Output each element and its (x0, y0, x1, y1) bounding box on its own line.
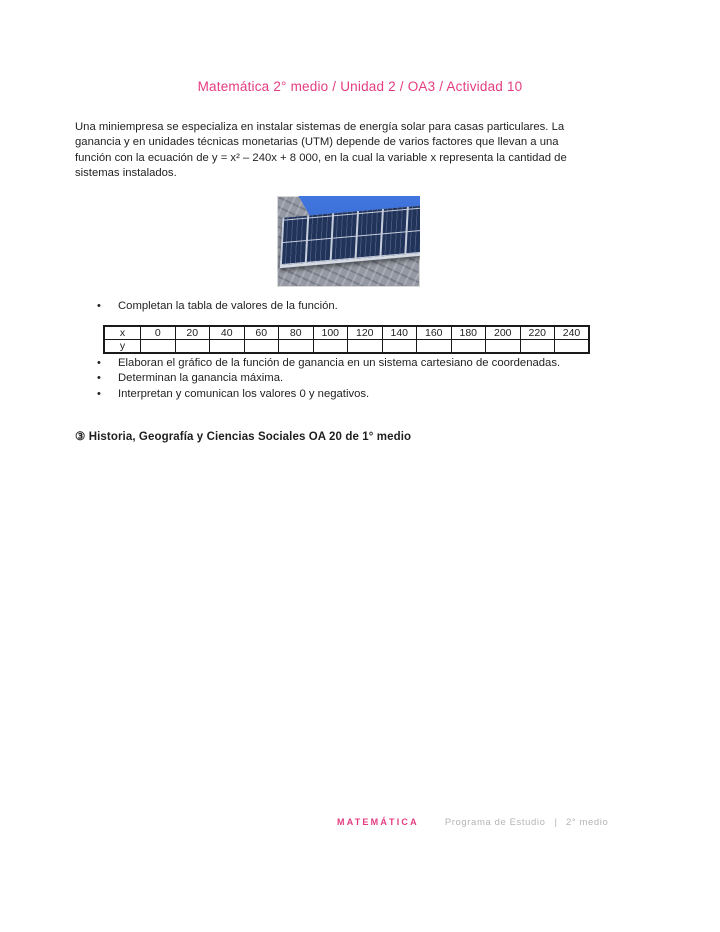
bullet-text: Determinan la ganancia máxima. (118, 372, 284, 385)
intro-line: ganancia y en unidades técnicas monetarias (UTM) depende de varios factores que llevan a una (75, 136, 559, 149)
values-table (103, 325, 590, 354)
table-variable-cell: y (104, 340, 141, 354)
table-value-cell: 0 (141, 326, 176, 340)
table-value-cell (210, 340, 245, 354)
table-variable-cell: x (104, 326, 141, 340)
page-footer (337, 817, 608, 828)
table-value-cell (520, 340, 555, 354)
table-value-cell: 160 (417, 326, 452, 340)
task-bullet-list (97, 356, 657, 402)
table-value-cell (175, 340, 210, 354)
bullet-text: Elaboran el gráfico de la función de ganancia en un sistema cartesiano de coordenadas. (118, 357, 561, 369)
table-value-cell (348, 340, 383, 354)
bullet-item-graph (97, 356, 637, 371)
bullet-text: Interpretan y comunican los valores 0 y negativos. (118, 387, 370, 400)
table-value-cell (417, 340, 452, 354)
intro-line: sistemas instalados. (75, 166, 177, 179)
table-value-cell (279, 340, 314, 354)
table-value-cell: 40 (210, 326, 245, 340)
bullet-item-complete-table (97, 299, 637, 314)
bullet-icon (97, 371, 118, 386)
bullet-item-interpret (97, 387, 637, 402)
table-value-cell (141, 340, 176, 354)
page-title: Matemática 2° medio / Unidad 2 / OA3 / Actividad 10 (197, 79, 523, 94)
cross-reference-heading: ③ Historia, Geografía y Ciencias Sociales OA 20 de 1° medio (75, 431, 412, 443)
values-table-body (104, 326, 589, 353)
solar-panels-photo (277, 196, 420, 287)
bullet-icon (97, 356, 118, 371)
intro-paragraph (75, 120, 620, 181)
table-value-cell: 240 (555, 326, 590, 340)
intro-line: función con la ecuación de y = x² – 240x + 8 000, en la cual la variable x representa la cantidad de (75, 151, 567, 164)
bullet-icon (97, 387, 118, 402)
table-row (104, 326, 589, 340)
footer-program: Programa de Estudio (444, 817, 546, 828)
table-value-cell (555, 340, 590, 354)
bullet-item-max-gain (97, 371, 637, 386)
bullet-icon (97, 299, 118, 314)
table-value-cell: 80 (279, 326, 314, 340)
solar-panel-array (280, 205, 420, 268)
table-value-cell: 180 (451, 326, 486, 340)
table-value-cell: 60 (244, 326, 279, 340)
bullet-text: Completan la tabla de valores de la función. (118, 300, 338, 312)
footer-grade: 2° medio (565, 817, 609, 828)
footer-separator: | (554, 817, 557, 828)
intro-line: Una miniempresa se especializa en instalar sistemas de energía solar para casas particulares. La (75, 121, 565, 133)
table-value-cell: 20 (175, 326, 210, 340)
table-value-cell (382, 340, 417, 354)
footer-brand: MATEMÁTICA (337, 817, 419, 827)
table-value-cell (451, 340, 486, 354)
table-row (104, 340, 589, 354)
table-value-cell: 100 (313, 326, 348, 340)
table-value-cell: 120 (348, 326, 383, 340)
table-value-cell (486, 340, 521, 354)
table-value-cell: 140 (382, 326, 417, 340)
table-value-cell: 220 (520, 326, 555, 340)
table-value-cell (244, 340, 279, 354)
table-value-cell (313, 340, 348, 354)
table-value-cell: 200 (486, 326, 521, 340)
